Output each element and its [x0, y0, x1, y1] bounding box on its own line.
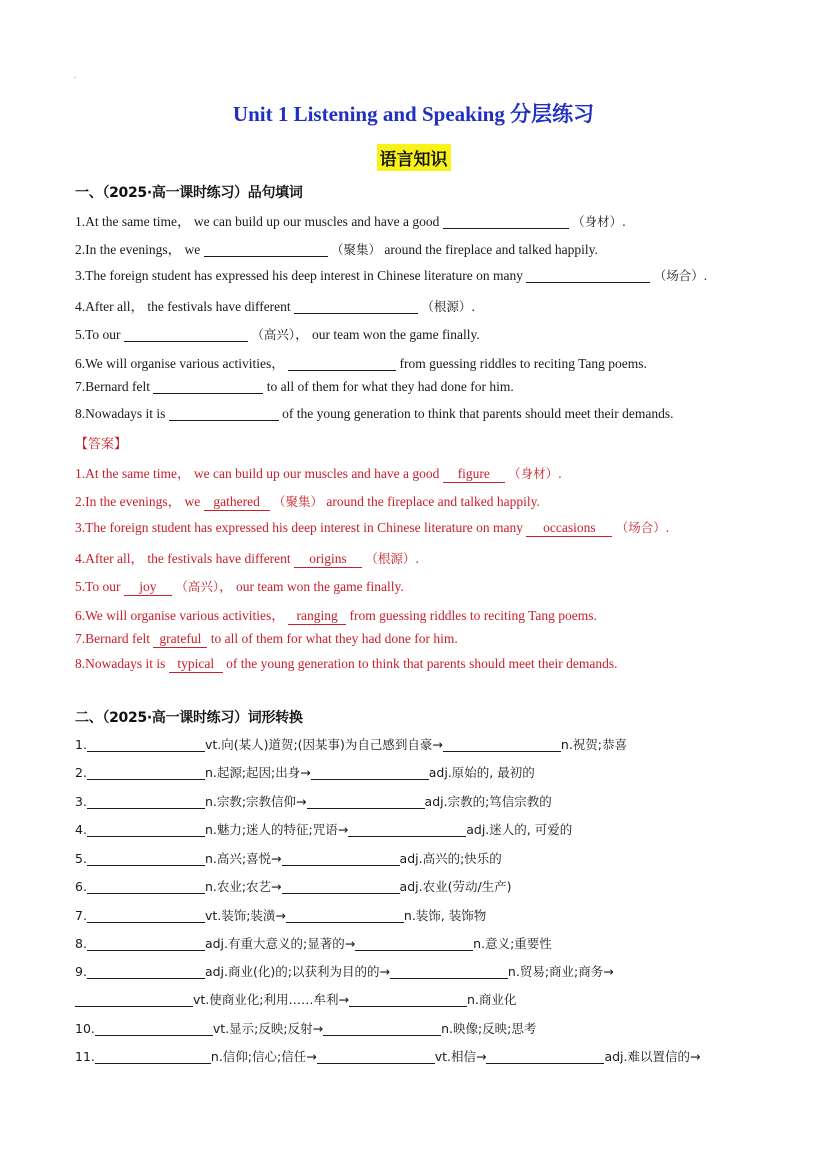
exercise-text-tail: of the young generation to think that parents should meet their demands. — [282, 406, 674, 421]
answer-line — [75, 518, 669, 537]
word-definition: n.装饰, 装饰物 — [403, 908, 487, 923]
answer-line — [75, 631, 458, 648]
answer-blank[interactable] — [294, 299, 418, 314]
exercise-line — [75, 295, 475, 315]
answer-blank[interactable] — [311, 765, 429, 780]
chinese-hint: （根源） — [421, 299, 472, 314]
word-form-line — [75, 877, 512, 895]
word-definition: n.贸易;商业;商务→ — [507, 964, 614, 979]
answer-blank[interactable] — [282, 879, 400, 894]
answer-text-tail: ， our team won the game finally. — [219, 579, 404, 594]
answer-blank[interactable] — [87, 794, 205, 809]
chinese-hint: （高兴） — [175, 579, 220, 594]
exercise-line — [75, 323, 480, 343]
word-form-line — [75, 934, 552, 952]
item-number: 6. — [75, 879, 87, 894]
word-definition: n.商业化 — [466, 992, 517, 1007]
word-definition: n.映像;反映;思考 — [441, 1021, 537, 1036]
word-form-line — [75, 1047, 700, 1065]
answer-blank[interactable] — [323, 1021, 441, 1036]
item-number: 10. — [75, 1021, 95, 1036]
exercise-line — [75, 266, 707, 284]
chinese-hint: （身材） — [572, 214, 623, 229]
exercise-text: 2.In the evenings， we — [75, 242, 201, 257]
answer-word: origins — [294, 551, 362, 568]
item-number: 7. — [75, 908, 87, 923]
word-definition: n.祝贺;恭喜 — [560, 737, 628, 752]
exercise-text-tail: . — [703, 268, 708, 283]
answer-text-tail: from guessing riddles to reciting Tang poems. — [349, 608, 597, 623]
answer-blank[interactable] — [95, 1049, 211, 1064]
chinese-hint: （高兴） — [251, 327, 296, 342]
exercise-text-tail: ， our team won the game finally. — [295, 327, 480, 342]
item-number: 3. — [75, 794, 87, 809]
subtitle-wrap — [0, 144, 827, 171]
word-definition: adj.宗教的;笃信宗教的 — [424, 794, 552, 809]
answer-text: 1.At the same time， we can build up our muscles and have a good — [75, 466, 440, 481]
word-definition: adj.迷人的, 可爱的 — [466, 822, 573, 837]
word-definition: adj.难以置信的→ — [604, 1049, 701, 1064]
answer-text: 3.The foreign student has expressed his deep interest in Chinese literature on many — [75, 520, 523, 535]
answer-label: 【答案】 — [75, 437, 128, 452]
exercise-text: 5.To our — [75, 327, 121, 342]
exercise-line — [75, 352, 647, 372]
answer-blank[interactable] — [87, 964, 205, 979]
exercise-text: 7.Bernard felt — [75, 379, 150, 394]
answer-text-tail: around the fireplace and talked happily. — [326, 494, 540, 509]
exercise-text: 4.After all， the festivals have different — [75, 299, 291, 314]
word-definition: n.起源;起因;出身→ — [204, 765, 311, 780]
answer-blank[interactable] — [286, 908, 404, 923]
word-definition: vt.装饰;装潢→ — [204, 908, 286, 923]
exercise-line — [75, 406, 674, 422]
word-form-line — [75, 763, 535, 781]
section2-heading: 二、（2025·高一课时练习）词形转换 — [75, 710, 303, 726]
chinese-hint: （聚集） — [272, 494, 323, 509]
word-definition: n.宗教;宗教信仰→ — [204, 794, 307, 809]
answer-blank[interactable] — [95, 1021, 213, 1036]
answer-blank[interactable] — [87, 737, 205, 752]
exercise-text: 3.The foreign student has expressed his deep interest in Chinese literature on many — [75, 268, 523, 283]
word-form-line — [75, 990, 516, 1008]
exercise-text-tail: . — [471, 299, 475, 314]
chinese-hint: （身材） — [508, 466, 559, 481]
word-form-line — [75, 735, 627, 753]
exercise-text-tail: to all of them for what they had done for him. — [266, 379, 514, 394]
answer-line — [75, 604, 597, 625]
answer-blank[interactable] — [443, 214, 569, 229]
word-definition: n.魅力;迷人的特征;咒语→ — [204, 822, 349, 837]
answer-blank[interactable] — [169, 406, 279, 421]
answer-blank[interactable] — [282, 851, 400, 866]
word-form-line — [75, 820, 572, 838]
word-definition: vt.显示;反映;反射→ — [212, 1021, 324, 1036]
answer-word: figure — [443, 466, 505, 483]
exercise-line — [75, 379, 514, 395]
answer-blank[interactable] — [87, 822, 205, 837]
answer-word: joy — [124, 579, 172, 596]
item-number: 8. — [75, 936, 87, 951]
answer-line — [75, 462, 562, 483]
answer-word: ranging — [288, 608, 346, 625]
answer-word: grateful — [153, 631, 207, 648]
answer-blank[interactable] — [87, 936, 205, 951]
item-number: 5. — [75, 851, 87, 866]
page-title: Unit 1 Listening and Speaking 分层练习 — [232, 102, 595, 126]
word-form-line — [75, 1019, 536, 1037]
answer-text-tail: of the young generation to think that parents should meet their demands. — [226, 656, 618, 671]
answer-word: occasions — [526, 520, 612, 537]
word-definition: vt.向(某人)道贺;(因某事)为自己感到自豪→ — [204, 737, 443, 752]
answer-blank[interactable] — [526, 268, 650, 283]
answer-blank[interactable] — [204, 242, 328, 257]
answer-text: 8.Nowadays it is — [75, 656, 166, 671]
word-form-line — [75, 849, 502, 867]
item-number: 11. — [75, 1049, 95, 1064]
answer-line — [75, 490, 540, 511]
answer-blank[interactable] — [307, 794, 425, 809]
answer-blank[interactable] — [124, 327, 248, 342]
answer-blank[interactable] — [87, 851, 205, 866]
answer-blank[interactable] — [288, 356, 396, 371]
chinese-hint: （场合） — [653, 268, 704, 283]
answer-blank[interactable] — [349, 992, 467, 1007]
answer-blank[interactable] — [355, 936, 473, 951]
word-definition: vt.相信→ — [434, 1049, 487, 1064]
page-mark: . — [74, 70, 77, 80]
word-definition: adj.原始的, 最初的 — [428, 765, 535, 780]
chinese-hint: （根源） — [365, 551, 416, 566]
word-definition: n.农业;农艺→ — [204, 879, 282, 894]
word-form-line — [75, 906, 486, 924]
answer-blank[interactable] — [75, 992, 193, 1007]
item-number: 9. — [75, 964, 87, 979]
exercise-text: 1.At the same time， we can build up our muscles and have a good — [75, 214, 440, 229]
exercise-text: 6.We will organise various activities， — [75, 356, 285, 371]
word-definition: n.高兴;喜悦→ — [204, 851, 282, 866]
answer-word: gathered — [204, 494, 270, 511]
word-definition: adj.高兴的;快乐的 — [399, 851, 502, 866]
word-definition: n.信仰;信心;信任→ — [210, 1049, 317, 1064]
item-number: 1. — [75, 737, 87, 752]
item-number: 2. — [75, 765, 87, 780]
exercise-text-tail: from guessing riddles to reciting Tang poems. — [399, 356, 647, 371]
answer-text: 6.We will organise various activities， — [75, 608, 285, 623]
answer-line — [75, 656, 618, 673]
exercise-text: 8.Nowadays it is — [75, 406, 166, 421]
word-definition: adj.有重大意义的;显著的→ — [204, 936, 356, 951]
word-form-line — [75, 792, 552, 810]
section1-heading: 一、（2025·高一课时练习）品句填词 — [75, 185, 303, 201]
answer-line — [75, 547, 419, 568]
exercise-text-tail: around the fireplace and talked happily. — [384, 242, 598, 257]
exercise-line — [75, 210, 626, 230]
answer-word: typical — [169, 656, 223, 673]
answer-text: 5.To our — [75, 579, 121, 594]
answer-blank[interactable] — [317, 1049, 435, 1064]
exercise-text-tail: . — [622, 214, 626, 229]
answer-blank[interactable] — [87, 908, 205, 923]
word-definition: adj.商业(化)的;以获利为目的的→ — [204, 964, 390, 979]
answer-blank[interactable] — [87, 765, 205, 780]
answer-text-tail: . — [665, 520, 670, 535]
chinese-hint: （聚集） — [330, 242, 381, 257]
answer-text: 4.After all， the festivals have different — [75, 551, 291, 566]
answer-line — [75, 575, 404, 596]
answer-blank[interactable] — [348, 822, 466, 837]
chinese-hint: （场合） — [615, 520, 666, 535]
section-subtitle: 语言知识 — [377, 144, 451, 171]
word-definition: n.意义;重要性 — [473, 936, 552, 951]
exercise-line — [75, 238, 598, 258]
answer-text-tail: to all of them for what they had done for him. — [210, 631, 458, 646]
word-definition: vt.使商业化;利用……牟利→ — [193, 992, 349, 1007]
item-number: 4. — [75, 822, 87, 837]
word-form-line — [75, 962, 614, 980]
answer-text: 7.Bernard felt — [75, 631, 150, 646]
answer-text: 2.In the evenings， we — [75, 494, 201, 509]
answer-blank[interactable] — [486, 1049, 604, 1064]
answer-blank[interactable] — [443, 737, 561, 752]
answer-blank[interactable] — [390, 964, 508, 979]
answer-blank[interactable] — [87, 879, 205, 894]
word-definition: adj.农业(劳动/生产) — [399, 879, 512, 894]
answer-text-tail: . — [415, 551, 419, 566]
answer-blank[interactable] — [153, 379, 263, 394]
answer-text-tail: . — [558, 466, 562, 481]
